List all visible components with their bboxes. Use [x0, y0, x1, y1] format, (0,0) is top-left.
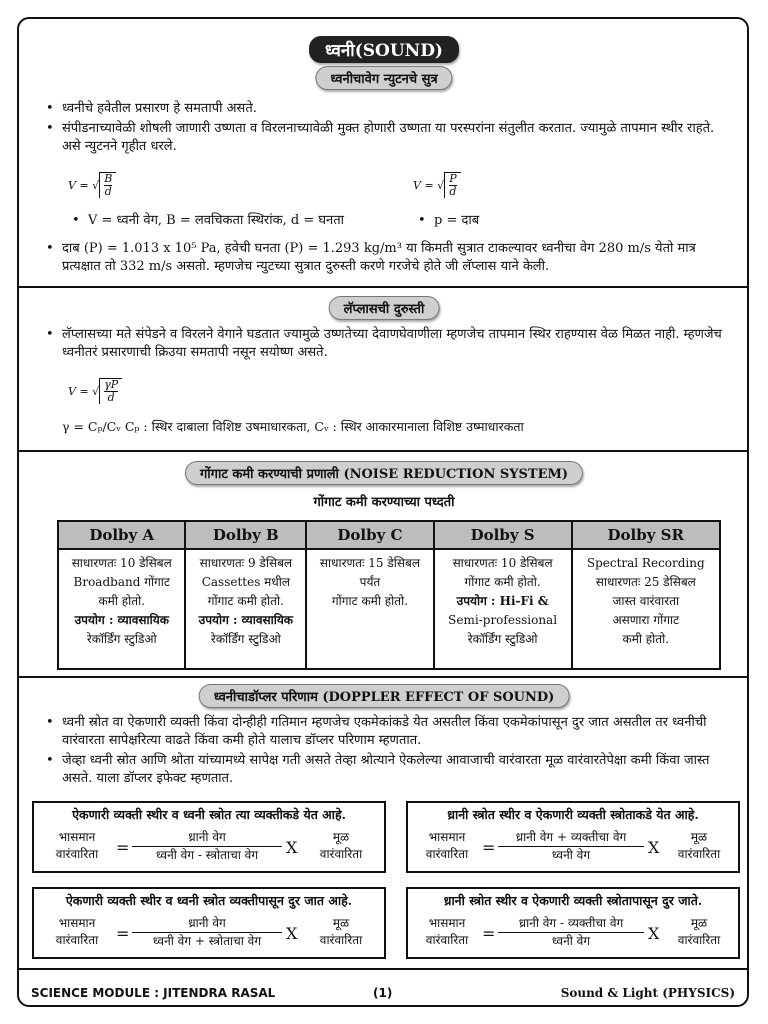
formula-rhs: मूळ: [690, 916, 708, 930]
page-number: (1): [373, 986, 393, 1000]
cell-line: गोंगाट कमी होतो.: [331, 594, 409, 608]
cell-line: साधारणतः 10 डेसिबल: [452, 556, 553, 570]
formula-denominator: ध्वनी वेग - स्त्रोताचा वेग: [155, 848, 259, 862]
column-header: Dolby SR: [572, 521, 720, 549]
doppler-bullets: [40, 714, 730, 790]
formula-rhs: मूळ: [332, 830, 350, 844]
formula-numerator: ध्रानी वेग - व्यक्तीचा वेग: [498, 915, 644, 933]
cell-line: असणारा गोंगाट: [612, 613, 680, 627]
legend-item: • V = ध्वनी वेग, B = लवचिकता स्थिरांक, d = घनता: [88, 212, 344, 230]
formula-den: d: [449, 185, 457, 198]
doppler-formula: [408, 829, 738, 869]
doppler-formula: [34, 829, 384, 869]
cell-line: Spectral Recording: [586, 556, 705, 570]
dolby-table: [57, 520, 721, 670]
formula-numerator: ध्रानी वेग + व्यक्तीचा वेग: [498, 829, 644, 847]
page-title: ध्वनी(SOUND): [309, 36, 459, 63]
formula-den: d: [104, 185, 112, 198]
multiply-sign: X: [286, 924, 298, 943]
cell-line: साधारणतः 10 डेसिबल: [71, 556, 172, 570]
column-header: Dolby A: [58, 521, 185, 549]
cell-line: कमी होतो.: [622, 632, 670, 646]
column-header: Dolby B: [185, 521, 306, 549]
formula-rhs: मूळ: [332, 916, 350, 930]
newton-values: [40, 240, 730, 278]
cell-line: Broadband गोंगाट: [73, 575, 170, 589]
doppler-box-listener-approaching: [406, 801, 740, 873]
multiply-sign: X: [648, 924, 660, 943]
equals-sign: =: [116, 838, 130, 857]
column-header: Dolby S: [434, 521, 572, 549]
formula-lhs: भासमान: [58, 916, 96, 930]
equals-sign: =: [482, 838, 496, 857]
formula-lhs: वारंवारिता: [425, 933, 469, 947]
section-heading-newton: ध्वनीचावेग न्युटनचे सुत्र: [315, 66, 452, 90]
box-title: ऐकणारी व्यक्ती स्थीर व ध्वनी स्त्रोत त्या व्यक्तीकडे येत आहे.: [72, 807, 346, 822]
bullet: • जेव्हा ध्वनी स्रोत आणि श्रोता यांच्यामध्ये सापेक्ष गती असते तेव्हा श्रोत्याने ऐकलेल्या आवाजाची वारंवारता मूळ वारंवारतेपेक्षा कमी किंवा जास्त असते. याला डॉप्लर इफेक्ट म्हणतात.: [62, 752, 730, 788]
bullet: • दाब (P) = 1.013 x 10⁵ Pa, हवेची घनता (P) = 1.293 kg/m³ या किमती सुत्रात टाकल्यावर ध्वनीचा वेग 280 m/s येतो मात्र प्रत्यक्षात तो 332 m/s असतो. म्हणजेच न्युटच्या सुत्रात दुरुस्ती करणे गरजेचे होते जी लॅप्लास याने केली.: [62, 240, 730, 276]
cell-line: साधारणतः 9 डेसिबल: [199, 556, 293, 570]
section-heading-laplace: लॅप्लासची दुरुस्ती: [329, 296, 440, 320]
divider: [19, 286, 747, 288]
formula-rhs: मूळ: [690, 830, 708, 844]
table-cell: [306, 549, 433, 669]
column-header: Dolby C: [306, 521, 433, 549]
cell-line: उपयोग : व्यावसायिक: [74, 613, 169, 627]
cell-line: रेकॉर्डिंग स्टुडिओ: [467, 632, 538, 646]
formula-rhs: वारंवारिता: [677, 933, 721, 947]
laplace-bullets: [40, 326, 730, 364]
formula-laplace: V = √ $\frac{\gamma P}{d}$: [68, 378, 122, 404]
cell-line: उपयोग : Hi-Fi &: [456, 594, 549, 608]
gamma-definition: γ = Cₚ/Cᵥ Cₚ : स्थिर दाबाला विशिष्ट उषमाधारकता, Cᵥ : स्थिर आकारमानाला विशिष्ट उष्माधारकता: [62, 419, 524, 434]
formula-denominator: ध्वनी वेग: [551, 848, 591, 862]
equals-sign: =: [116, 924, 130, 943]
doppler-box-source-approaching: [32, 801, 386, 873]
legend-item: • p = दाब: [434, 212, 479, 230]
formula-num: P: [449, 172, 457, 185]
formula-lhs: V =: [68, 178, 89, 192]
formula-denominator: ध्वनी वेग + स्त्रोताचा वेग: [152, 934, 262, 948]
cell-line: पर्यंत: [359, 575, 381, 589]
box-title: ऐकणारी व्यक्ती स्थीर व ध्वनी स्त्रोत व्यक्तीपासून दुर जात आहे.: [65, 893, 353, 908]
doppler-formula: [34, 915, 384, 955]
bullet: • लॅप्लासच्या मते संपेडने व विरलने वेगाने घडतात ज्यामुळे उष्णतेच्या देवाणघेवाणीला म्हणजेच तापमान स्थिर राहण्यास वेळ मिळत नाही. म्हणजेच ध्वनीतरं प्रसारणाची क्रिउया समतापी नसून सयोष्ण असते.: [62, 326, 730, 362]
cell-line: Semi-professional: [448, 613, 558, 627]
equals-sign: =: [482, 924, 496, 943]
doppler-formula: [408, 915, 738, 955]
table-cell: [185, 549, 306, 669]
newton-bullets: [40, 100, 730, 158]
divider: [19, 968, 747, 970]
formula-lhs: वारंवारिता: [55, 847, 99, 861]
table-cell: [58, 549, 185, 669]
box-title: ध्रानी स्त्रोत स्थीर व ऐकणारी व्यक्ती स्त्रोतापासून दुर जाते.: [443, 893, 703, 908]
formula-newton-p: V = √ $\frac{P}{d}$: [413, 172, 461, 198]
formula-lhs: भासमान: [428, 830, 466, 844]
cell-line: गोंगाट कमी होतो.: [464, 575, 541, 589]
box-title: ध्रानी स्त्रोत स्थीर व ऐकणारी व्यक्ती स्त्रोताकडे येत आहे.: [447, 807, 699, 822]
divider: [19, 450, 747, 452]
bullet: • ध्वनीचे हवेतील प्रसारण हे समतापी असते.: [62, 100, 730, 118]
formula-rhs: वारंवारिता: [319, 933, 363, 947]
formula-newton-b: V = √ $\frac{B}{d}$: [68, 172, 116, 198]
footer-module: SCIENCE MODULE : JITENDRA RASAL: [31, 986, 276, 1000]
formula-num: B: [104, 172, 113, 185]
section-heading-noise: गोंगाट कमी करण्याची प्रणाली (NOISE REDUCTION SYSTEM): [185, 461, 583, 485]
doppler-box-listener-receding: [406, 887, 740, 959]
multiply-sign: X: [286, 838, 298, 857]
table-cell: [572, 549, 720, 669]
section-heading-doppler: ध्वनीचाडॉप्लर परिणाम (DOPPLER EFFECT OF SOUND): [199, 684, 570, 708]
cell-line: गोंगाट कमी होतो.: [207, 594, 284, 608]
formula-numerator: ध्रानी वेग: [132, 915, 282, 933]
bullet: • संपीडनाच्यावेळी शोषली जाणारी उष्णता व विरलनाच्यावेळी मुक्त होणारी उष्णता या परस्परांना संतुलीत करतात. ज्यामुळे तापमान स्थीर राहते. असे न्युटनने गृहीत धरले.: [62, 120, 730, 156]
formula-lhs: V =: [68, 384, 89, 398]
legend-pressure: [412, 212, 479, 232]
formula-rhs: वारंवारिता: [319, 847, 363, 861]
cell-line: Cassettes मधील: [201, 575, 290, 589]
multiply-sign: X: [648, 838, 660, 857]
bullet: • ध्वनी स्रोत वा ऐकणारी व्यक्ती किंवा दोन्हीही गतिमान म्हणजेच एकमेकांकडे येत असतील किंवा एकमेकांपासून दुर जात असतील तर ध्वनीची वारंवारता सापेक्षरित्या वाढते किंवा कमी होते यालाच डॉप्लर परिणाम म्हणतात.: [62, 714, 730, 750]
formula-numerator: ध्रानी वेग: [132, 829, 282, 847]
formula-rhs: वारंवारिता: [677, 847, 721, 861]
cell-line: रेकॉर्डिंग स्टुडिओ: [210, 632, 281, 646]
doppler-box-source-receding: [32, 887, 386, 959]
formula-lhs: भासमान: [58, 830, 96, 844]
table-cell: [434, 549, 572, 669]
formula-lhs: वारंवारिता: [425, 847, 469, 861]
cell-line: साधारणतः 15 डेसिबल: [319, 556, 420, 570]
noise-subheading: गोंगाट कमी करण्याच्या पध्दती: [313, 495, 455, 510]
formula-lhs: भासमान: [428, 916, 466, 930]
table-row: [58, 549, 720, 669]
cell-line: रेकॉर्डिंग स्टुडिओ: [86, 632, 157, 646]
cell-line: कमी होतो.: [98, 594, 146, 608]
footer-subject: Sound & Light (PHYSICS): [560, 986, 735, 1000]
legend-newton: [66, 212, 344, 232]
cell-line: जास्त वारंवारता: [612, 594, 680, 608]
formula-lhs: वारंवारिता: [55, 933, 99, 947]
formula-den: d: [107, 391, 115, 404]
formula-lhs: V =: [413, 178, 434, 192]
cell-line: साधारणतः 25 डेसिबल: [595, 575, 696, 589]
page-footer: [19, 974, 747, 1004]
formula-num: γP: [104, 378, 119, 391]
cell-line: उपयोग : व्यावसायिक: [198, 613, 294, 627]
divider: [19, 676, 747, 678]
formula-denominator: ध्वनी वेग: [551, 934, 591, 948]
